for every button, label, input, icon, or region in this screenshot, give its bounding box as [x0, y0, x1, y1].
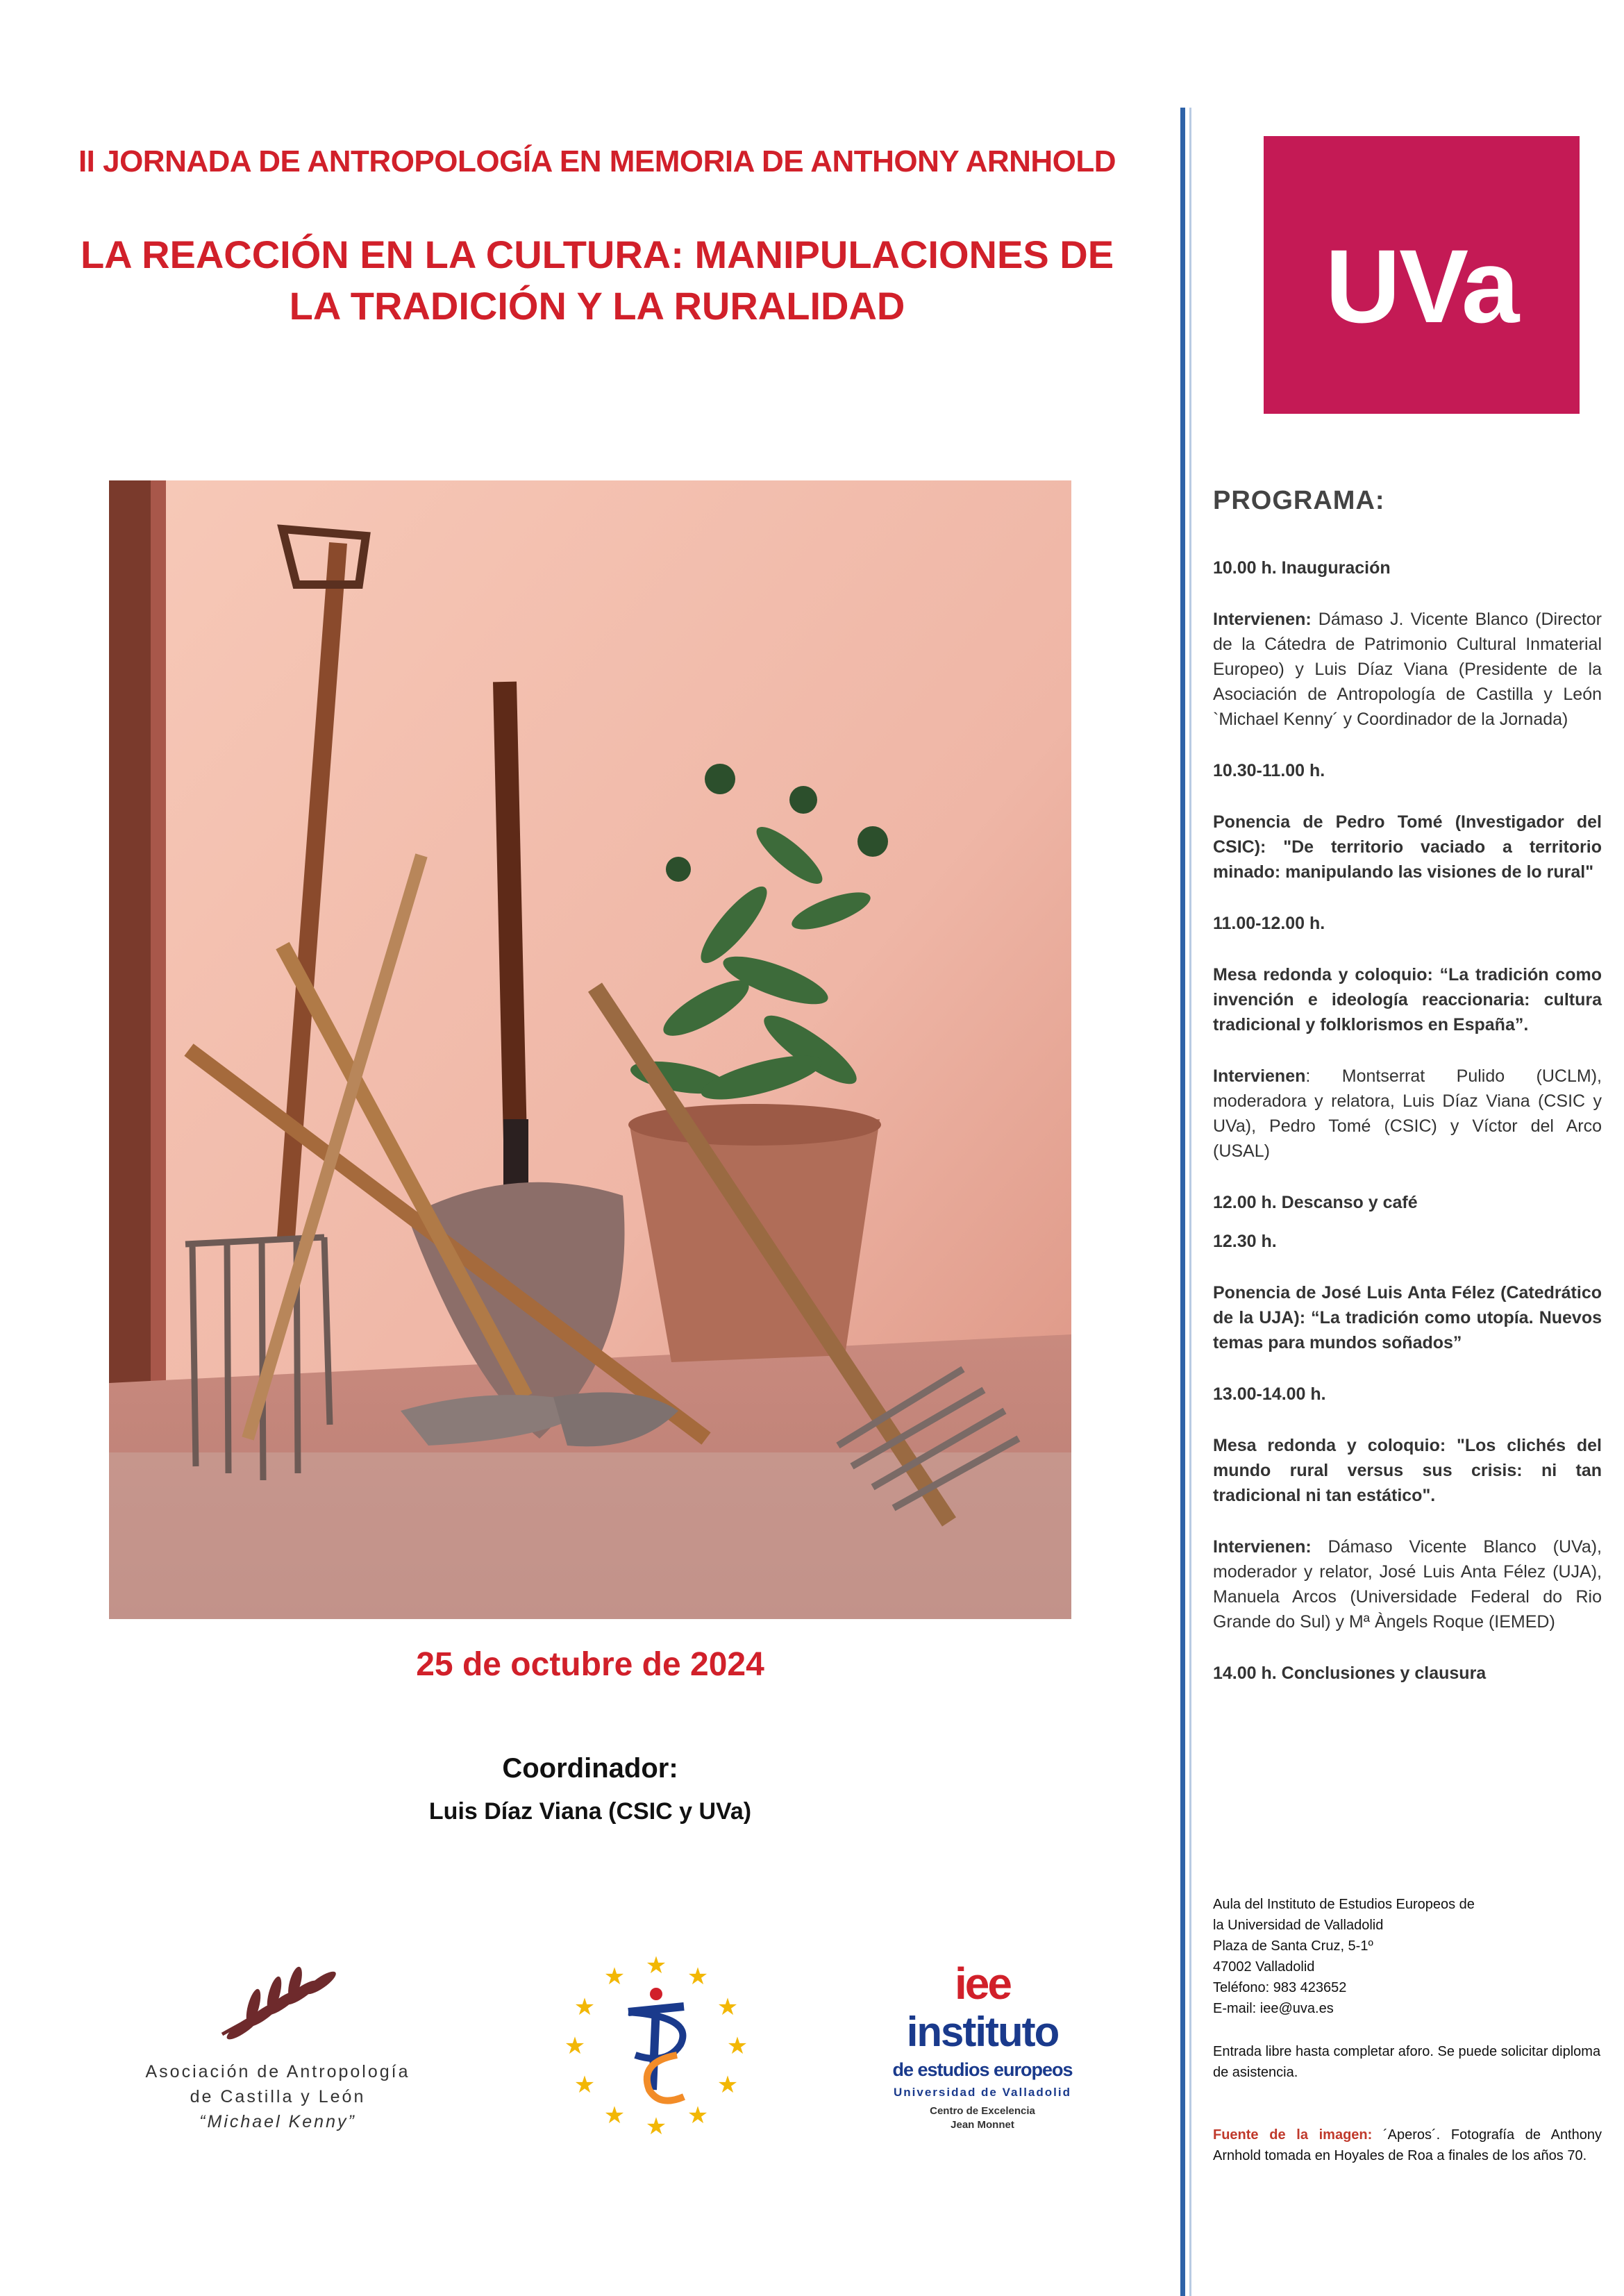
main-title-line2: LA TRADICIÓN Y LA RURALIDAD [289, 284, 905, 328]
coordinator-label: Coordinador: [502, 1753, 678, 1784]
svg-text:★: ★ [603, 1963, 626, 1991]
venue-line: Plaza de Santa Cruz, 5-1º [1213, 1938, 1373, 1954]
program-label: Intervienen: [1213, 1537, 1312, 1557]
aacl-name-line2: de Castilla y León [190, 2087, 366, 2106]
svg-text:★: ★ [726, 2032, 748, 2060]
program-item [1213, 1433, 1602, 1508]
main-title-line1: LA REACCIÓN EN LA CULTURA: MANIPULACIONES DE [80, 233, 1114, 276]
program-item [1213, 1382, 1602, 1407]
iee-jean-monnet: Jean Monnet [951, 2119, 1014, 2131]
venue-line: Aula del Instituto de Estudios Europeos de [1213, 1897, 1475, 1912]
uva-logo-text: UVa [1325, 228, 1518, 344]
program-title: PROGRAMA: [1213, 486, 1385, 515]
program-text: Dámaso Vicente Blanco (UVa), moderador y relator, José Luis Anta Félez (UJA), Manuela Arcos (Universidade Federal do Rio Grande do Sul) y Mª Àngels Roque (IEMED) [1213, 1537, 1602, 1632]
program-time: 12.00 h. Descanso y café [1213, 1193, 1418, 1212]
program-item [1213, 1190, 1602, 1215]
iee-mark: iee [955, 1959, 1010, 2009]
program-time: 10.00 h. Inauguración [1213, 558, 1391, 578]
event-date: 25 de octubre de 2024 [416, 1646, 764, 1683]
venue-line: la Universidad de Valladolid [1213, 1918, 1384, 1933]
venue-email: E-mail: iee@uva.es [1213, 2001, 1334, 2016]
program-text: : Montserrat Pulido (UCLM), moderadora y relatora, Luis Díaz Viana (CSIC y UVa), Pedro Tomé (CSIC) y Víctor del Arco (USAL) [1213, 1066, 1602, 1161]
coordinator-name: Luis Díaz Viana (CSIC y UVa) [428, 1798, 752, 1825]
eu-chair-logo [562, 1951, 750, 2138]
svg-text:★: ★ [645, 1952, 667, 1979]
main-title [56, 229, 1139, 332]
entry-note: Entrada libre hasta completar aforo. Se puede solicitar diploma de asistencia. [1213, 2044, 1601, 2080]
venue-phone: Teléfono: 983 423652 [1213, 1980, 1347, 1995]
program-item [1213, 1064, 1602, 1164]
venue-address [1213, 1894, 1602, 2019]
program-time: 10.30-11.00 h. [1213, 761, 1325, 780]
event-subtitle: II JORNADA DE ANTROPOLOGÍA EN MEMORIA DE ANTHONY ARNHOLD [78, 144, 1116, 178]
program-talk: Ponencia de José Luis Anta Félez (Catedrático de la UJA): “La tradición como utopía. Nuevos temas para mundos soñados” [1213, 1283, 1602, 1352]
program-label: Intervienen [1213, 1066, 1306, 1086]
uva-logo [1264, 136, 1580, 414]
vertical-divider [1180, 108, 1185, 2296]
program-talk: Ponencia de Pedro Tomé (Investigador del CSIC): "De territorio vaciado a territorio minado: manipulando las visiones de lo rural" [1213, 812, 1602, 882]
aacl-logo [104, 1965, 451, 2131]
program-time: 11.00-12.00 h. [1213, 914, 1325, 933]
program-item [1213, 555, 1602, 580]
iee-subtitle: de estudios europeos [892, 2059, 1073, 2080]
svg-text:★: ★ [717, 2071, 739, 2099]
program-item [1213, 810, 1602, 885]
svg-text:★: ★ [564, 2032, 586, 2060]
program-item [1213, 1534, 1602, 1634]
program-time: 12.30 h. [1213, 1232, 1277, 1251]
vertical-divider-shadow [1189, 108, 1191, 2296]
svg-text:★: ★ [687, 1963, 709, 1991]
venue-line: 47002 Valladolid [1213, 1959, 1315, 1975]
svg-text:★: ★ [645, 2113, 667, 2138]
program-list [1213, 555, 1602, 1712]
program-item [1213, 1280, 1602, 1355]
svg-text:★: ★ [687, 2102, 709, 2129]
program-item [1213, 1229, 1602, 1254]
program-item [1213, 758, 1602, 783]
image-source-label: Fuente de la imagen: [1213, 2127, 1373, 2143]
iee-university: Universidad de Valladolid [894, 2086, 1071, 2099]
aacl-name-line3: “Michael Kenny” [199, 2112, 356, 2131]
program-item [1213, 962, 1602, 1037]
iee-centre: Centro de Excelencia [930, 2105, 1035, 2117]
image-source-text: ´Aperos´. Fotografía de Anthony Arnhold tomada en Hoyales de Roa a finales de los años 70. [1213, 2127, 1602, 2163]
program-item [1213, 911, 1602, 936]
svg-text:★: ★ [574, 1993, 596, 2021]
program-talk: Mesa redonda y coloquio: "Los clichés del mundo rural versus sus crisis: ni tan tradicional ni tan estático". [1213, 1436, 1602, 1505]
eu-stars-icon [562, 1951, 750, 2138]
laurel-branch-icon [104, 1965, 451, 2048]
tools-photo [109, 480, 1071, 1619]
program-label: Intervienen: [1213, 610, 1312, 629]
program-time: 14.00 h. Conclusiones y clausura [1213, 1664, 1487, 1683]
program-item [1213, 1661, 1602, 1686]
aacl-name-line1: Asociación de Antropología [145, 2062, 410, 2081]
svg-text:★: ★ [574, 2071, 596, 2099]
program-item [1213, 607, 1602, 732]
program-talk: Mesa redonda y coloquio: “La tradición como invención e ideología reaccionaria: cultura tradicional y folklorismos en España”. [1213, 965, 1602, 1034]
svg-text:★: ★ [717, 1993, 739, 2021]
svg-text:★: ★ [603, 2102, 626, 2129]
image-source-note [1213, 2125, 1602, 2166]
tools-photo-illustration [109, 480, 1071, 1619]
program-text: Dámaso J. Vicente Blanco (Director de la Cátedra de Patrimonio Cultural Inmaterial Europeo) y Luis Díaz Viana (Presidente de la Asociación de Antropología de Castilla y León `Michael Kenny´ y Coordinador de la Jornada) [1213, 610, 1602, 729]
iee-name: instituto [906, 2009, 1059, 2055]
program-time: 13.00-14.00 h. [1213, 1384, 1326, 1404]
iee-logo [871, 1958, 1094, 2131]
